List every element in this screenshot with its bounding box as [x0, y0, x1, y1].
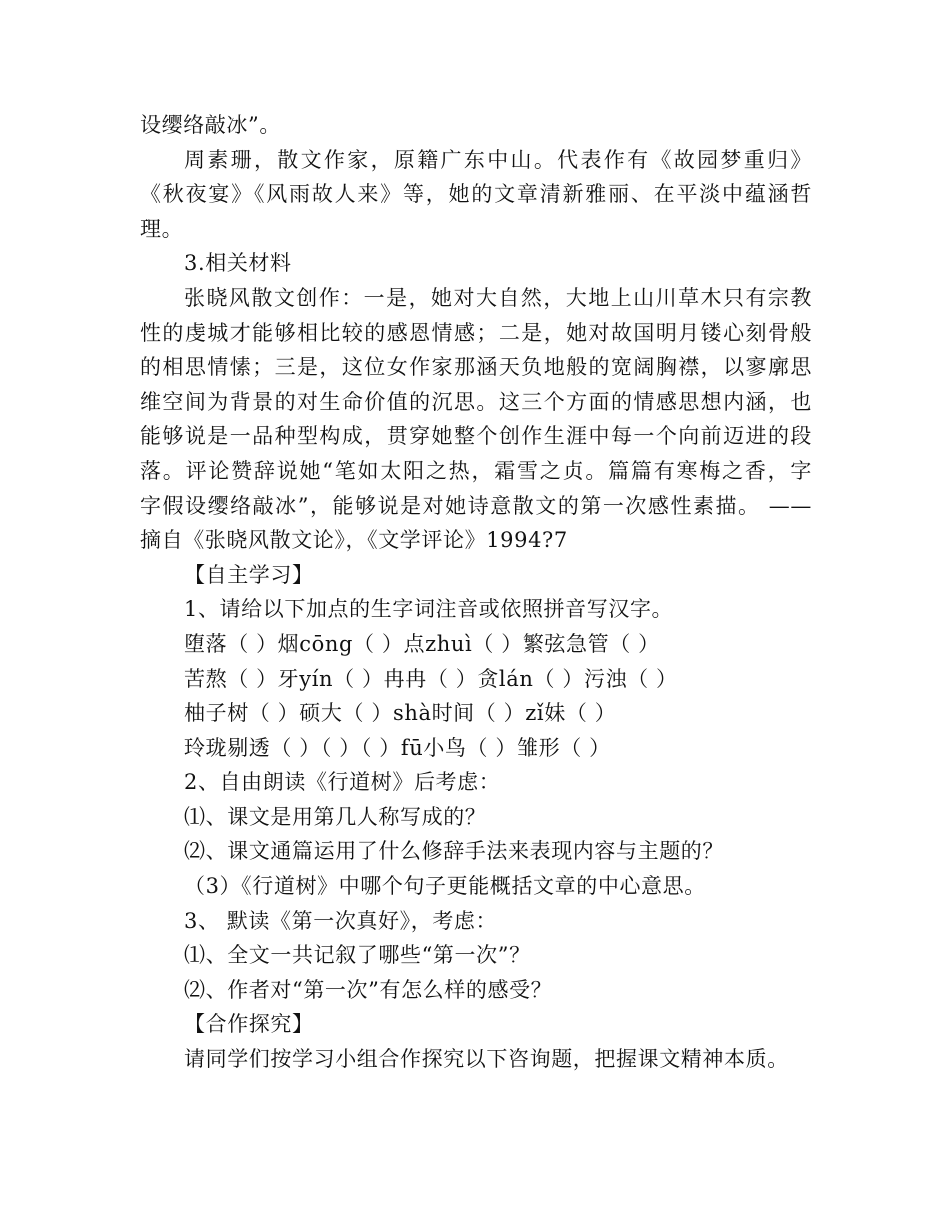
text-line-3: 《秋夜宴》《风雨故人来》等，她的文章清新雅丽、在平淡中蕴涵哲 [140, 182, 812, 207]
section-heading-cooperative: 【合作探究】 [184, 1012, 314, 1037]
text-line-6: 张晓风散文创作：一是，她对大自然，大地上山川草木只有宗教 [184, 285, 812, 310]
text-line-7: 性的虔城才能够相比较的感恩情感；二是，她对故国明月镂心刻骨般 [140, 320, 812, 345]
question-2: 2、自由朗读《行道树》后考虑： [184, 770, 501, 795]
question-2-2: ⑵、课文通篇运用了什么修辞手法来表现内容与主题的？ [184, 839, 724, 864]
vocab-row-2: 苦熬（ ）牙yín（ ）冉冉（ ）贪lán（ ）污浊（ ） [184, 666, 678, 691]
vocab-row-3: 柚子树（ ）硕大（ ）shà时间（ ）zǐ妹（ ） [184, 701, 617, 726]
question-2-3: （3）《行道树》中哪个句子更能概括文章的中心意思。 [184, 874, 706, 899]
text-line-10: 能够说是一品种型构成，贯穿她整个创作生涯中每一个向前迈进的段 [140, 424, 812, 449]
text-line-4: 理。 [140, 216, 184, 241]
section-heading-materials: 3.相关材料 [184, 251, 292, 276]
text-line-11: 落。评论赞辞说她“笔如太阳之热，霜雪之贞。篇篇有寒梅之香，字 [140, 458, 812, 483]
question-3-1: ⑴、全文一共记叙了哪些“第一次”？ [184, 943, 531, 968]
text-line-2: 周素珊，散文作家，原籍广东中山。代表作有《故园梦重归》 [184, 147, 812, 172]
question-2-1: ⑴、课文是用第几人称写成的？ [184, 804, 487, 829]
text-line-1: 设缨络敲冰”。 [140, 113, 281, 137]
question-3-2: ⑵、作者对“第一次”有怎么样的感受？ [184, 977, 553, 1002]
section-heading-self-study: 【自主学习】 [184, 562, 314, 587]
vocab-row-1: 堕落（ ）烟cōng（ ）点zhuì（ ）繁弦急管（ ） [184, 631, 660, 656]
document-body [140, 108, 812, 1077]
question-3: 3、 默读《第一次真好》，考虑： [184, 908, 498, 933]
text-line-8: 的相思情愫；三是，这位女作家那涵天负地般的宽阔胸襟，以寥廓思 [140, 355, 812, 380]
citation-line: 摘自《张晓风散文论》，《文学评论》1994?7 [140, 528, 568, 553]
vocab-row-4: 玲珑剔透（ ）（ ）（ ）fū小鸟（ ）雏形（ ） [184, 735, 611, 760]
text-line-12: 字假设缨络敲冰”，能够说是对她诗意散文的第一次感性素描。 —— [140, 493, 812, 518]
cooperative-instruction: 请同学们按学习小组合作探究以下咨询题，把握课文精神本质。 [184, 1047, 789, 1072]
question-1: 1、请给以下加点的生字词注音或依照拼音写汉字。 [184, 597, 674, 622]
text-line-9: 维空间为背景的对生命价值的沉思。这三个方面的情感思想内涵，也 [140, 389, 812, 414]
